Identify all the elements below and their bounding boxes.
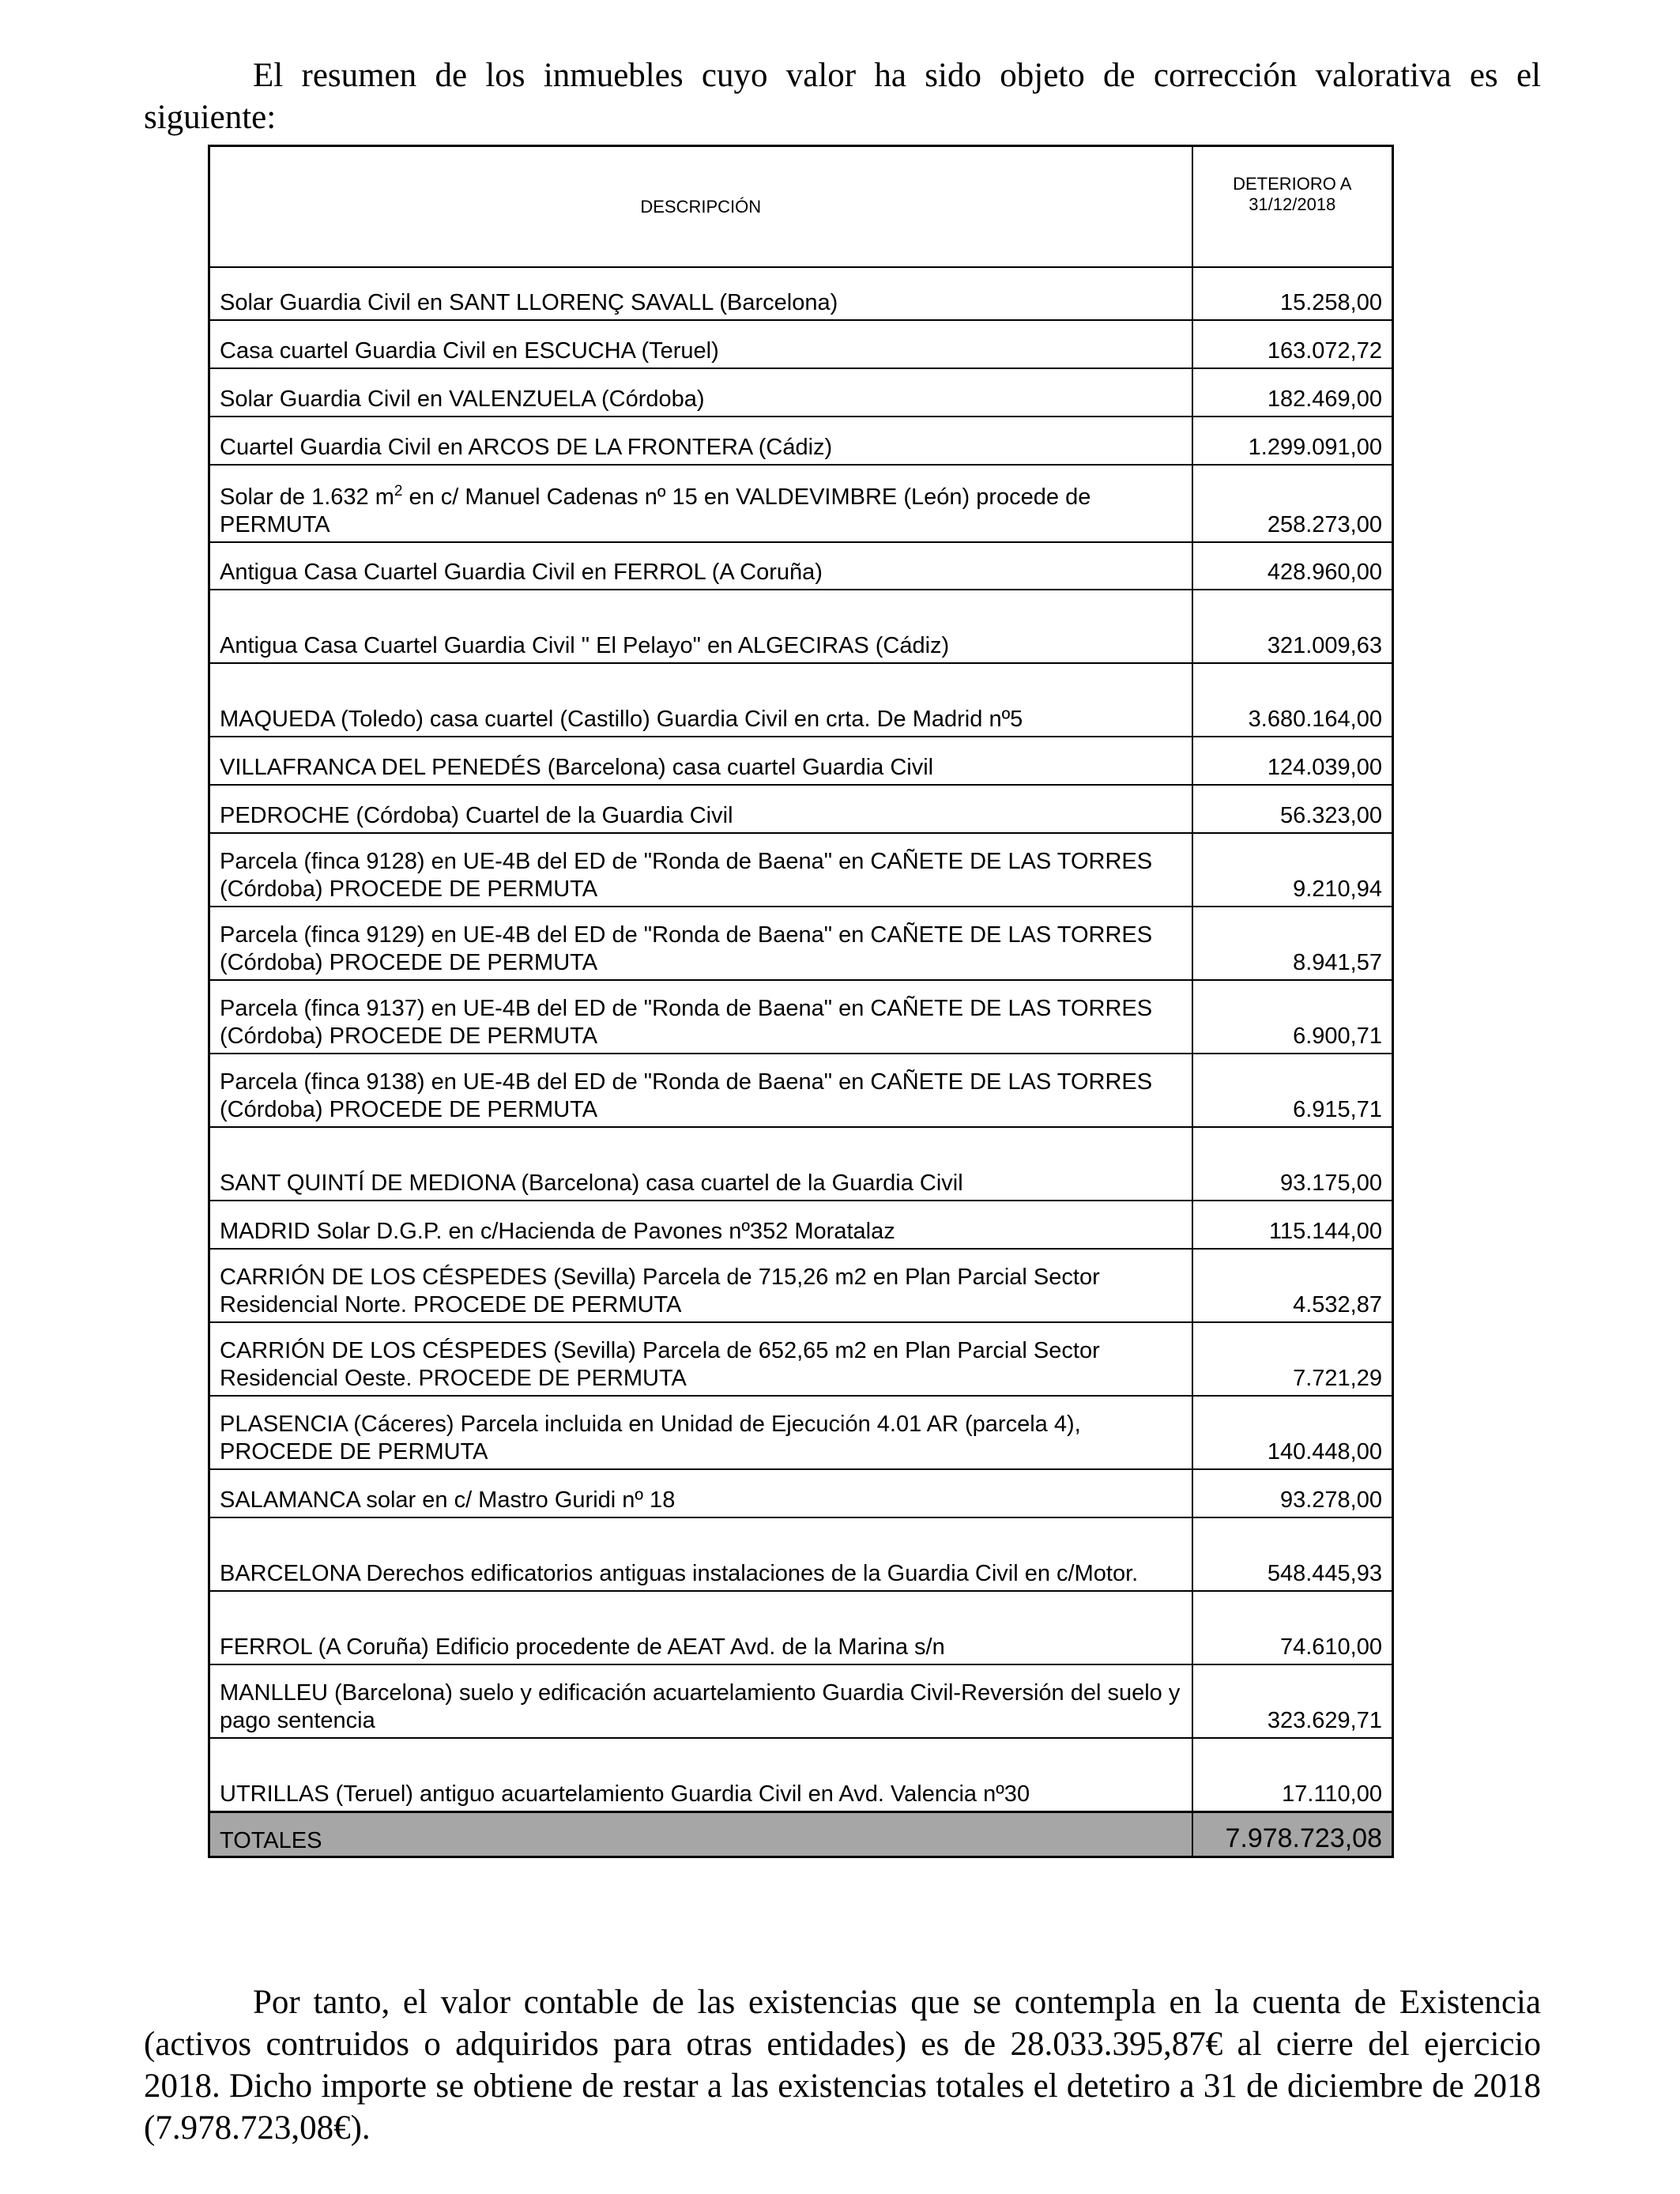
table-header-row bbox=[209, 146, 1393, 268]
table-row bbox=[209, 1738, 1393, 1811]
row-description bbox=[209, 465, 1192, 542]
row-value: 6.900,71 bbox=[1192, 980, 1393, 1054]
row-description: SANT QUINTÍ DE MEDIONA (Barcelona) casa cuartel de la Guardia Civil bbox=[209, 1127, 1192, 1201]
table-row bbox=[209, 1664, 1393, 1738]
row-value: 140.448,00 bbox=[1192, 1396, 1393, 1469]
row-value: 1.299.091,00 bbox=[1192, 417, 1393, 465]
table-row bbox=[209, 785, 1393, 833]
superscript-2: 2 bbox=[394, 483, 403, 499]
row-value: 93.175,00 bbox=[1192, 1127, 1393, 1201]
row-description: Parcela (finca 9129) en UE-4B del ED de "Ronda de Baena" en CAÑETE DE LAS TORRES (Córdoba) PROCEDE DE PERMUTA bbox=[209, 907, 1192, 980]
totals-row bbox=[209, 1811, 1393, 1857]
table-row bbox=[209, 1201, 1393, 1249]
table-row bbox=[209, 1249, 1393, 1322]
row-value: 163.072,72 bbox=[1192, 320, 1393, 368]
header-impairment bbox=[1192, 146, 1393, 268]
table-row bbox=[209, 590, 1393, 663]
totals-label: TOTALES bbox=[209, 1811, 1192, 1857]
table-row bbox=[209, 833, 1393, 907]
row-description: PEDROCHE (Córdoba) Cuartel de la Guardia Civil bbox=[209, 785, 1192, 833]
row-description: CARRIÓN DE LOS CÉSPEDES (Sevilla) Parcela de 715,26 m2 en Plan Parcial Sector Residencial Norte. PROCEDE DE PERMUTA bbox=[209, 1249, 1192, 1322]
row-description-part1: Solar de 1.632 m bbox=[220, 484, 394, 510]
row-value: 9.210,94 bbox=[1192, 833, 1393, 907]
table-row bbox=[209, 267, 1393, 320]
table-row bbox=[209, 1591, 1393, 1664]
row-description: Solar Guardia Civil en SANT LLORENÇ SAVALL (Barcelona) bbox=[209, 267, 1192, 320]
row-value: 124.039,00 bbox=[1192, 737, 1393, 785]
table-row bbox=[209, 1396, 1393, 1469]
row-description: Casa cuartel Guardia Civil en ESCUCHA (Teruel) bbox=[209, 320, 1192, 368]
impairment-table bbox=[208, 145, 1394, 1858]
row-description: FERROL (A Coruña) Edificio procedente de AEAT Avd. de la Marina s/n bbox=[209, 1591, 1192, 1664]
table-row bbox=[209, 417, 1393, 465]
row-description: BARCELONA Derechos edificatorios antiguas instalaciones de la Guardia Civil en c/Motor. bbox=[209, 1517, 1192, 1591]
row-description: Cuartel Guardia Civil en ARCOS DE LA FRONTERA (Cádiz) bbox=[209, 417, 1192, 465]
row-value: 8.941,57 bbox=[1192, 907, 1393, 980]
table-row bbox=[209, 368, 1393, 417]
table-row bbox=[209, 542, 1393, 590]
row-value: 321.009,63 bbox=[1192, 590, 1393, 663]
row-value: 548.445,93 bbox=[1192, 1517, 1393, 1591]
row-value: 17.110,00 bbox=[1192, 1738, 1393, 1811]
row-value: 7.721,29 bbox=[1192, 1322, 1393, 1396]
table-row bbox=[209, 1469, 1393, 1517]
header-description: DESCRIPCIÓN bbox=[209, 146, 1192, 268]
header-impairment-line1: DETERIORO A bbox=[1233, 174, 1352, 194]
row-description: MAQUEDA (Toledo) casa cuartel (Castillo) Guardia Civil en crta. De Madrid nº5 bbox=[209, 663, 1192, 737]
row-description: MANLLEU (Barcelona) suelo y edificación acuartelamiento Guardia Civil-Reversión del suelo y pago sentencia bbox=[209, 1664, 1192, 1738]
table-row bbox=[209, 663, 1393, 737]
row-value: 182.469,00 bbox=[1192, 368, 1393, 417]
row-value: 56.323,00 bbox=[1192, 785, 1393, 833]
table-row bbox=[209, 907, 1393, 980]
row-value: 15.258,00 bbox=[1192, 267, 1393, 320]
table-row bbox=[209, 737, 1393, 785]
table-row bbox=[209, 1322, 1393, 1396]
intro-paragraph: El resumen de los inmuebles cuyo valor ha sido objeto de corrección valorativa es el siguiente: bbox=[144, 57, 1541, 136]
row-description-part2: en c/ Manuel Cadenas nº 15 en VALDEVIMBRE (León) procede de PERMUTA bbox=[220, 484, 1091, 537]
table-row bbox=[209, 1054, 1393, 1127]
row-value: 4.532,87 bbox=[1192, 1249, 1393, 1322]
row-value: 3.680.164,00 bbox=[1192, 663, 1393, 737]
table-row bbox=[209, 1517, 1393, 1591]
row-description: UTRILLAS (Teruel) antiguo acuartelamiento Guardia Civil en Avd. Valencia nº30 bbox=[209, 1738, 1192, 1811]
table-row bbox=[209, 1127, 1393, 1201]
row-value: 428.960,00 bbox=[1192, 542, 1393, 590]
row-description: Parcela (finca 9128) en UE-4B del ED de "Ronda de Baena" en CAÑETE DE LAS TORRES (Córdoba) PROCEDE DE PERMUTA bbox=[209, 833, 1192, 907]
row-description: Parcela (finca 9138) en UE-4B del ED de "Ronda de Baena" en CAÑETE DE LAS TORRES (Córdoba) PROCEDE DE PERMUTA bbox=[209, 1054, 1192, 1127]
row-description: CARRIÓN DE LOS CÉSPEDES (Sevilla) Parcela de 652,65 m2 en Plan Parcial Sector Residencial Oeste. PROCEDE DE PERMUTA bbox=[209, 1322, 1192, 1396]
row-value: 115.144,00 bbox=[1192, 1201, 1393, 1249]
row-value: 6.915,71 bbox=[1192, 1054, 1393, 1127]
row-value: 93.278,00 bbox=[1192, 1469, 1393, 1517]
row-description: Parcela (finca 9137) en UE-4B del ED de "Ronda de Baena" en CAÑETE DE LAS TORRES (Córdoba) PROCEDE DE PERMUTA bbox=[209, 980, 1192, 1054]
row-value: 258.273,00 bbox=[1192, 465, 1393, 542]
row-description: Solar Guardia Civil en VALENZUELA (Córdoba) bbox=[209, 368, 1192, 417]
row-value: 74.610,00 bbox=[1192, 1591, 1393, 1664]
table-row bbox=[209, 320, 1393, 368]
table-row bbox=[209, 980, 1393, 1054]
row-description: SALAMANCA solar en c/ Mastro Guridi nº 18 bbox=[209, 1469, 1192, 1517]
row-description: VILLAFRANCA DEL PENEDÉS (Barcelona) casa cuartel Guardia Civil bbox=[209, 737, 1192, 785]
row-description: Antigua Casa Cuartel Guardia Civil " El Pelayo" en ALGECIRAS (Cádiz) bbox=[209, 590, 1192, 663]
row-description: PLASENCIA (Cáceres) Parcela incluida en Unidad de Ejecución 4.01 AR (parcela 4), PROCEDE DE PERMUTA bbox=[209, 1396, 1192, 1469]
header-impairment-line2: 31/12/2018 bbox=[1249, 194, 1336, 214]
row-description: MADRID Solar D.G.P. en c/Hacienda de Pavones nº352 Moratalaz bbox=[209, 1201, 1192, 1249]
totals-value: 7.978.723,08 bbox=[1192, 1811, 1393, 1857]
table-row bbox=[209, 465, 1393, 542]
conclusion-paragraph: Por tanto, el valor contable de las existencias que se contempla en la cuenta de Existencia (activos contruidos o adquiridos para otras entidades) es de 28.033.395,87€ al cierre del ejercicio 2018. Dicho importe se obtiene de restar a las existencias totales el detetiro a 31 de diciembre de 2018 (7.978.723,08€). bbox=[144, 1984, 1541, 2147]
row-description: Antigua Casa Cuartel Guardia Civil en FERROL (A Coruña) bbox=[209, 542, 1192, 590]
row-value: 323.629,71 bbox=[1192, 1664, 1393, 1738]
